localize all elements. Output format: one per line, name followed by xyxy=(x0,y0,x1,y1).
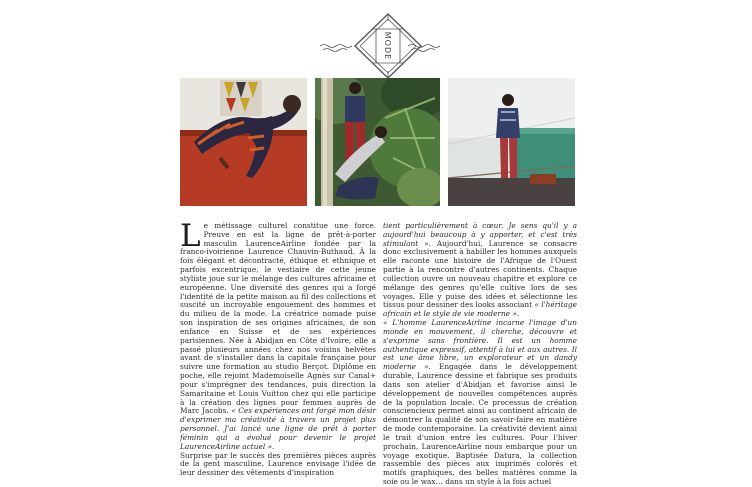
photo-red-wall xyxy=(180,78,307,206)
left-p1-text: e métissage culturel constitue une force. Preuve en est la ligne de prêt-à-porter masculin LaurenceAirline fondée par la franco-ivoirienne Laurence Chauvin-Buthaud. À la fois élégant et décontracté, éthique et ethnique et parfois excentrique, le vestiaire de cette jeune styliste joue sur le mélange des cultures africaine et européenne. Une diversité des genres qui a forgé l'identité de la petite maison au fil des collections et suscité un incroyable engouement des hommes et du milieu de la mode. La créatrice nomade puise son inspiration de ses origines africaines, de son enfance en Suisse et de ses expériences parisiennes. Née à Abidjan en Côte d'Ivoire, elle a passé plusieurs années chez nos voisins helvètes avant de s'installer dans la capitale française pour suivre une formation au studio Berçot. Diplôme en poche, elle rejoint Mademoiselle Agnès sur Canal+ pour s'imprégner des tendances, puis direction la Samaritaine et Louis Vuitton chez qui elle participe à la création des lignes pour femmes auprès de Marc Jacobs. xyxy=(180,221,376,416)
photo-tropical-garden xyxy=(315,78,440,206)
photo-white-wall xyxy=(448,78,575,206)
right-p1-quote-2: « l'héritage africain et le style de vie moderne ». xyxy=(383,300,577,319)
left-p1-quote: « Ces expériences ont forgé mon désir d'exprimer ma créativité à travers un projet plus personnel. J'ai lancé une ligne de prêt à porter féminin qui a évolué pour devenir le projet LaurenceAirline actuel ». xyxy=(180,406,376,451)
left-paragraph-1 xyxy=(180,218,376,452)
logo-text: MODE xyxy=(383,31,392,61)
right-paragraph-1 xyxy=(383,222,577,319)
right-paragraph-2 xyxy=(383,319,577,487)
drop-cap: L xyxy=(180,218,201,254)
article-column-right xyxy=(383,222,577,487)
left-paragraph-2: Surprise par le succès des premières pièces auprès de la gent masculine, Laurence envisage l'idée de leur dessiner des vêtements d'inspiration xyxy=(180,450,376,478)
article-column-left xyxy=(180,218,376,478)
right-p1-quote: tient particulièrement à cœur. Je sens qu'il y a aujourd'hui beaucoup à y apporter, et c'est très stimulant ». xyxy=(383,221,577,248)
mode-logo xyxy=(0,0,752,80)
right-p2-text: Engagée dans le développement durable, Laurence dessine et fabrique ses produits dans son atelier d'Abidjan et favorise ainsi le développement de nouvelles compétences auprès de la population locale. Ce processus de création consciencieux permet ainsi au continent africain de démontrer la qualité de son savoir-faire en matière de mode contemporaine. La créativité devient ainsi le trait d'union entre les cultures. Pour l'hiver prochain, LaurenceAirline nous embarque pour un voyage exotique. Baptisée Datura, la collection rassemble des pièces aux imprimés colorés et motifs graphiques, des belles matières comme la soie ou le wax… dans un style à la fois actuel xyxy=(383,362,578,487)
right-p2-quote: « L'homme LaurenceAirline incarne l'image d'un monde en mouvement, il cherche, découvre et s'exprime sans frontière. Il est un homme authentique expressif, attentif à lui et aux autres. Il est une âme libre, un explorateur et un dandy moderne ». xyxy=(383,318,577,372)
right-p1-text: Aujourd'hui, Laurence se consacre donc exclusivement à habiller les hommes auxquels elle raconte une histoire de l'Afrique de l'Ouest partie à la rencontre d'autres continents. Chaque collection ouvre un nouveau chapitre et explore ce mélange des genres qu'elle cultive lors de ses voyages. Elle y puise des idées et sélectionne les tissus pour dessiner des looks associant xyxy=(383,238,577,310)
